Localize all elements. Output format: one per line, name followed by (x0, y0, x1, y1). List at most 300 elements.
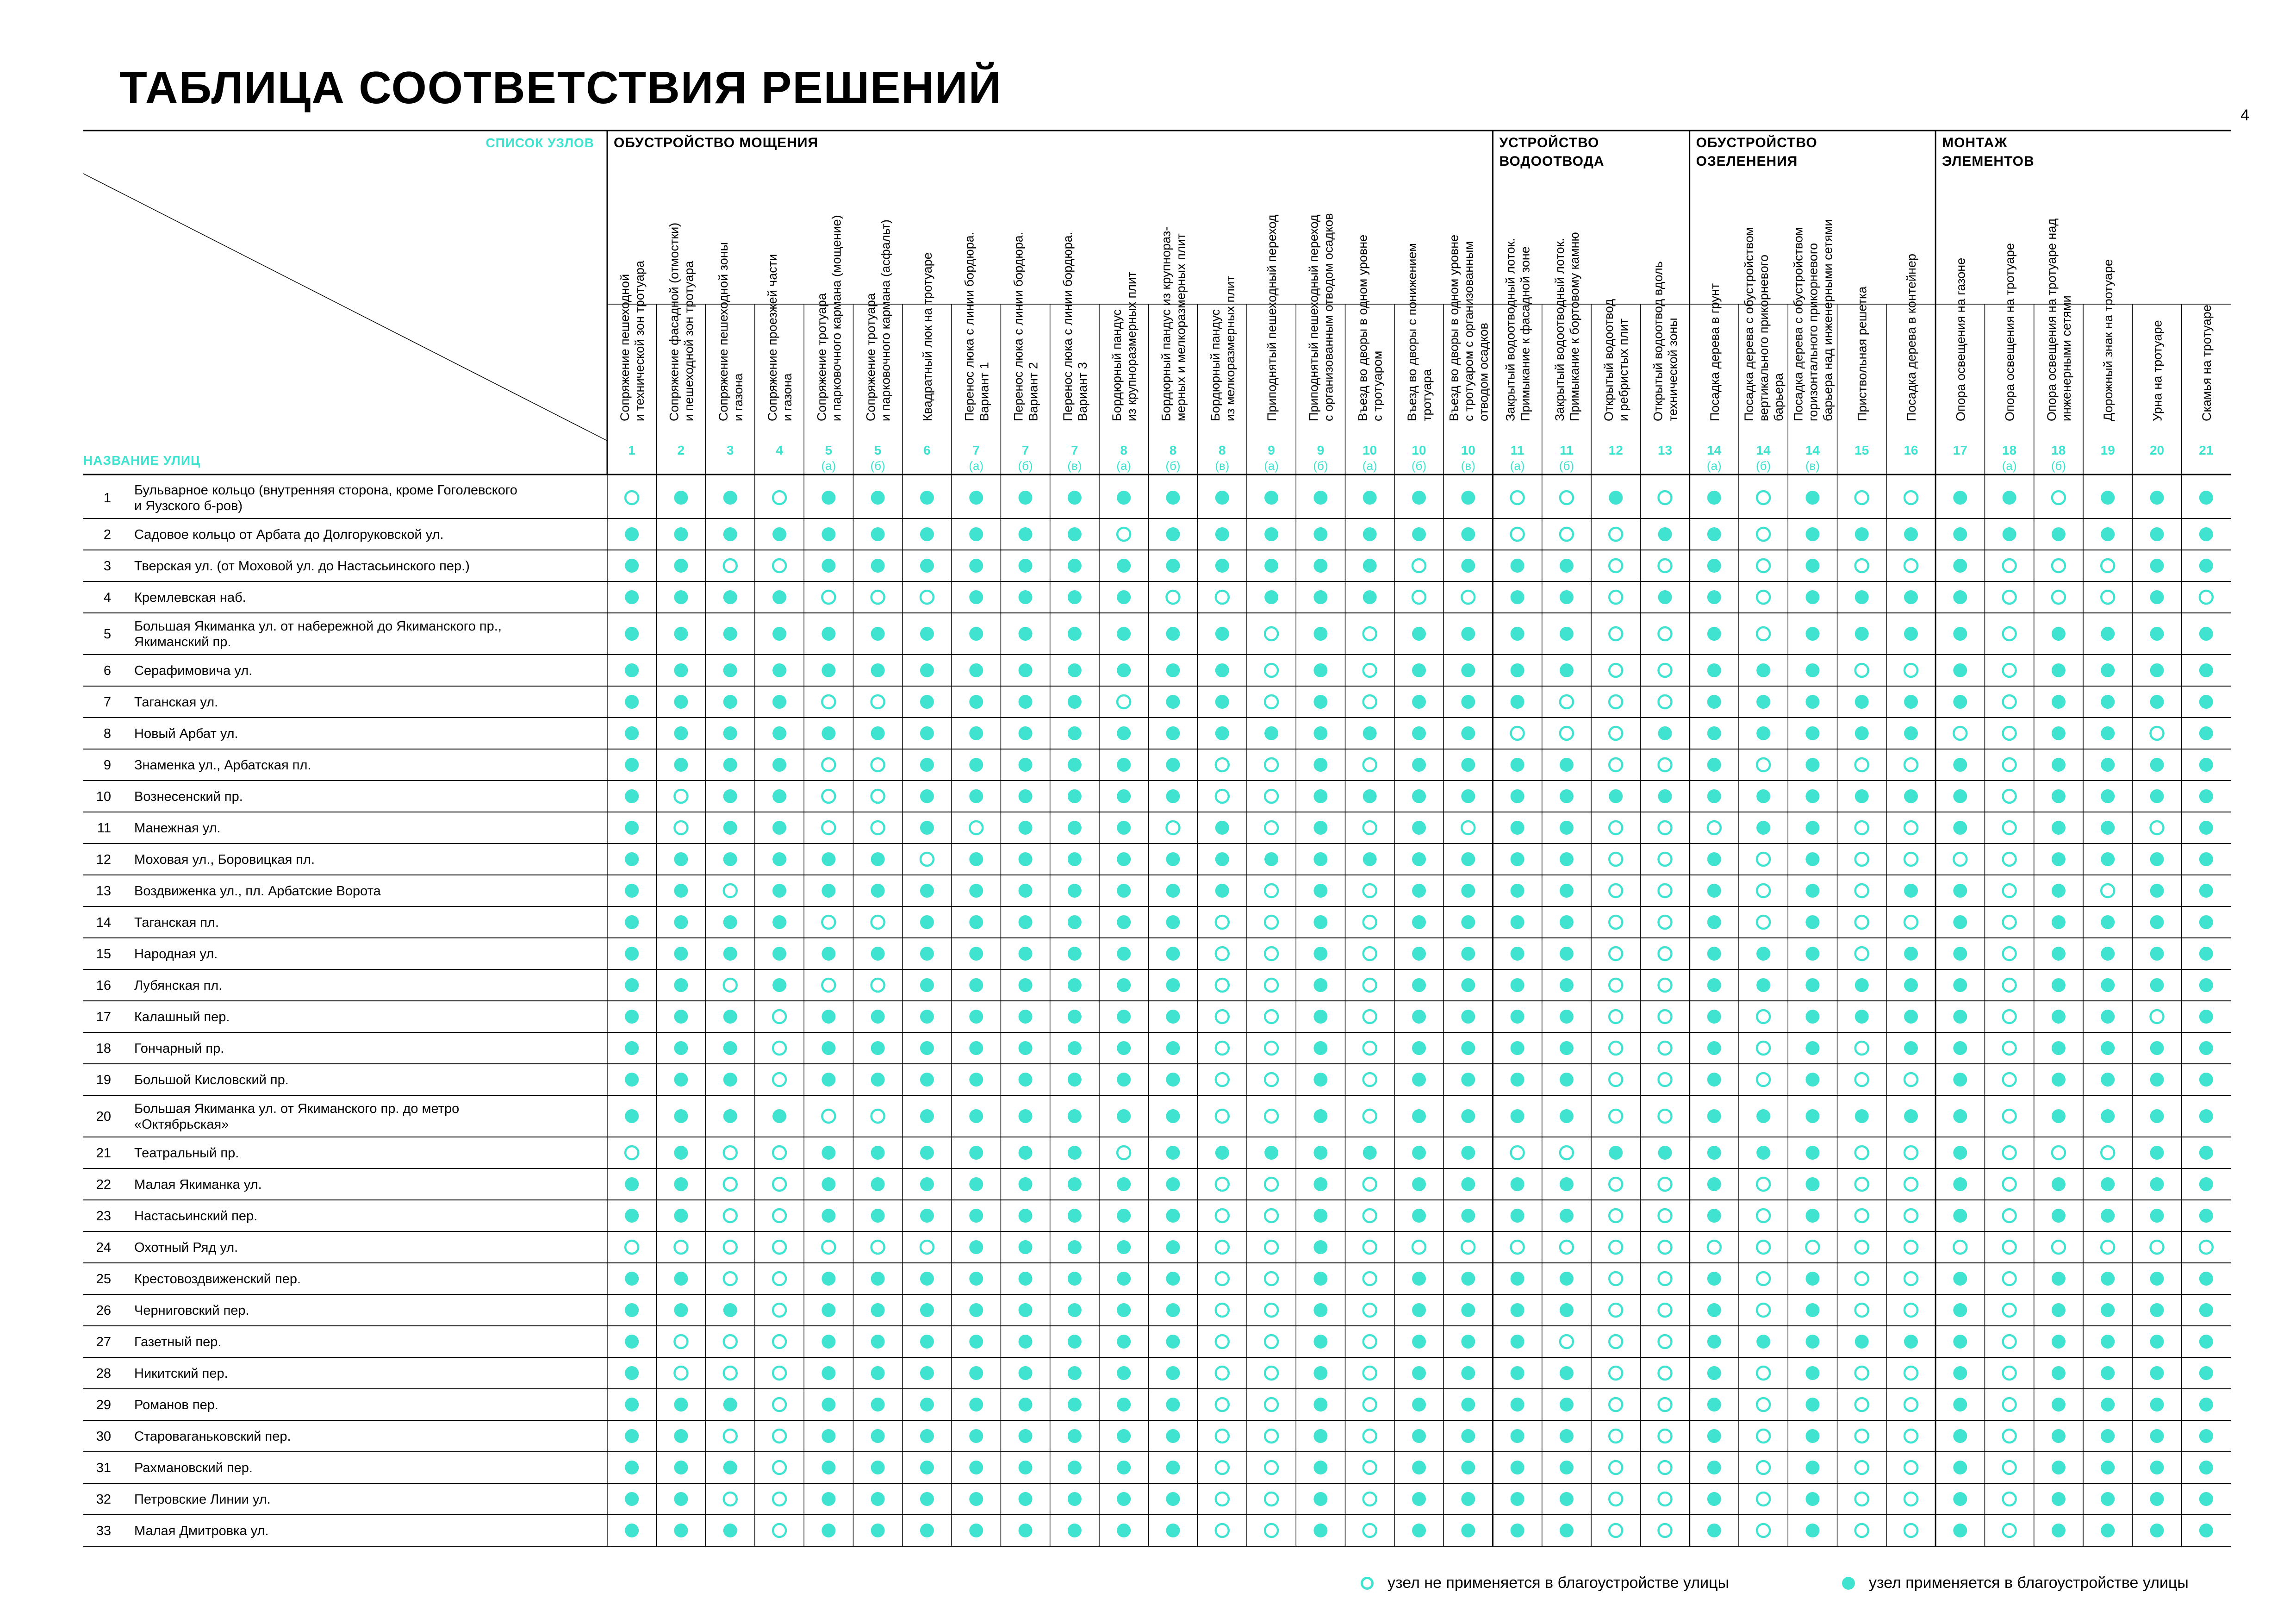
node-not-applied (822, 1110, 835, 1123)
node-not-applied (1855, 1398, 1868, 1411)
legend-item-full (1842, 1574, 2189, 1592)
node-applied (1855, 789, 1869, 803)
node-applied (1166, 627, 1180, 641)
node-applied (1707, 1303, 1721, 1317)
node-not-applied (2003, 1493, 2016, 1505)
row-number: 21 (96, 1146, 111, 1161)
node-applied (1313, 1492, 1327, 1506)
node-applied (1166, 1209, 1180, 1223)
node-applied (674, 852, 688, 866)
node-applied (723, 758, 737, 772)
row-number: 16 (96, 978, 111, 993)
node-applied (2199, 1109, 2213, 1123)
node-not-applied (1462, 591, 1475, 604)
node-applied (1166, 947, 1180, 961)
node-applied (920, 1272, 934, 1286)
node-applied (1166, 758, 1180, 772)
column-label: Бордюрный пандус из крупнораз- (1159, 226, 1173, 421)
node-applied (821, 663, 835, 677)
node-applied (969, 1461, 983, 1474)
node-applied (1215, 884, 1229, 898)
node-applied (1560, 1492, 1574, 1506)
node-applied (821, 1209, 835, 1223)
node-applied (625, 1209, 639, 1223)
node-not-applied (1560, 1335, 1573, 1348)
node-applied (920, 726, 934, 740)
node-applied (1166, 1366, 1180, 1380)
node-applied (1166, 1335, 1180, 1349)
node-applied (2199, 884, 2213, 898)
street-name: Никитский пер. (134, 1366, 228, 1381)
row-number: 13 (96, 884, 111, 899)
row-number: 15 (96, 947, 111, 962)
node-applied (2199, 627, 2213, 641)
node-applied (1805, 1524, 1819, 1537)
row-number: 32 (96, 1492, 111, 1507)
node-applied (1511, 590, 1524, 604)
node-not-applied (1560, 1146, 1573, 1159)
street-name: Малая Якиманка ул. (134, 1177, 262, 1192)
node-not-applied (1904, 1146, 1917, 1159)
node-applied (2101, 978, 2115, 992)
node-not-applied (1609, 627, 1622, 640)
node-not-applied (1855, 1304, 1868, 1317)
node-not-applied (1806, 1241, 1819, 1254)
node-not-applied (1166, 591, 1179, 604)
node-applied (1412, 821, 1426, 835)
node-applied (1412, 1146, 1426, 1160)
node-applied (2052, 821, 2066, 835)
node-not-applied (1659, 1241, 1672, 1254)
node-applied (920, 978, 934, 992)
node-applied (1166, 1146, 1180, 1160)
node-applied (1707, 1209, 1721, 1223)
node-not-applied (1904, 1304, 1917, 1317)
column-label: Приствольная решетка (1855, 286, 1869, 421)
node-applied (1904, 884, 1918, 898)
node-applied (772, 915, 786, 929)
node-applied (1953, 884, 1967, 898)
node-not-applied (871, 821, 884, 834)
node-applied (1805, 663, 1819, 677)
node-not-applied (1265, 979, 1278, 992)
node-applied (1068, 1524, 1082, 1537)
node-not-applied (1265, 1367, 1278, 1380)
node-applied (1904, 590, 1918, 604)
node-applied (772, 758, 786, 772)
node-applied (1313, 1303, 1327, 1317)
node-not-applied (1265, 664, 1278, 677)
node-applied (1166, 491, 1180, 505)
column-label: Бордюрный пандус (1110, 309, 1124, 421)
node-not-applied (1363, 758, 1376, 771)
node-not-applied (1609, 1241, 1622, 1254)
node-applied (871, 1461, 885, 1474)
node-not-applied (1363, 695, 1376, 708)
column-label: тротуара (1420, 369, 1434, 421)
node-applied (1215, 527, 1229, 541)
node-not-applied (1609, 559, 1622, 572)
node-not-applied (2101, 559, 2114, 572)
street-name: Народная ул. (134, 947, 218, 962)
node-applied (1068, 1303, 1082, 1317)
node-applied (2199, 1398, 2213, 1412)
node-applied (1953, 758, 1967, 772)
row-number: 30 (96, 1429, 111, 1444)
node-applied (1166, 1109, 1180, 1123)
node-applied (1805, 1146, 1819, 1160)
column-number: 4 (776, 443, 783, 457)
node-applied (1461, 1335, 1475, 1349)
node-not-applied (1609, 695, 1622, 708)
node-not-applied (1904, 758, 1917, 771)
node-not-applied (2052, 1146, 2065, 1159)
row-number: 4 (103, 590, 111, 605)
node-not-applied (1757, 1430, 1770, 1443)
node-applied (1805, 852, 1819, 866)
node-not-applied (1363, 1073, 1376, 1086)
node-applied (2150, 491, 2164, 505)
node-applied (920, 1366, 934, 1380)
node-not-applied (1659, 627, 1672, 640)
node-not-applied (1216, 916, 1229, 929)
node-applied (1166, 1303, 1180, 1317)
node-applied (1461, 1366, 1475, 1380)
node-applied (1805, 1492, 1819, 1506)
street-name: Манежная ул. (134, 821, 221, 836)
node-applied (1707, 915, 1721, 929)
node-applied (1560, 663, 1574, 677)
column-number: 16 (1904, 443, 1918, 457)
node-not-applied (1757, 916, 1770, 929)
node-applied (1117, 491, 1131, 505)
node-applied (1313, 915, 1327, 929)
street-name: Театральный пр. (134, 1146, 239, 1161)
node-not-applied (822, 979, 835, 992)
column-label: с тротуаром (1370, 350, 1385, 421)
node-applied (674, 1272, 688, 1286)
node-applied (821, 1041, 835, 1055)
node-applied (1461, 1010, 1475, 1024)
node-applied (1166, 726, 1180, 740)
node-applied (1166, 978, 1180, 992)
node-not-applied (1855, 947, 1868, 960)
node-applied (1068, 590, 1082, 604)
node-applied (772, 527, 786, 541)
node-applied (920, 1209, 934, 1223)
column-sub-number: (б) (1313, 459, 1328, 473)
node-applied (969, 663, 983, 677)
node-not-applied (1265, 790, 1278, 803)
node-applied (1117, 1303, 1131, 1317)
node-applied (1019, 978, 1033, 992)
node-applied (1707, 852, 1721, 866)
node-applied (625, 1335, 639, 1349)
node-applied (969, 1240, 983, 1254)
column-sub-number: (б) (1756, 459, 1771, 473)
node-applied (1609, 491, 1623, 505)
node-applied (1019, 1335, 1033, 1349)
node-applied (1068, 947, 1082, 961)
node-not-applied (2003, 627, 2016, 640)
node-applied (1068, 1041, 1082, 1055)
node-not-applied (773, 1146, 786, 1159)
node-not-applied (1216, 591, 1229, 604)
node-applied (1019, 1272, 1033, 1286)
node-not-applied (1216, 1010, 1229, 1023)
street-name: Вознесенский пр. (134, 789, 243, 804)
node-not-applied (1757, 853, 1770, 866)
node-applied (1117, 1272, 1131, 1286)
node-applied (2199, 1429, 2213, 1443)
node-applied (2003, 491, 2016, 505)
node-applied (969, 695, 983, 709)
node-applied (1313, 1429, 1327, 1443)
node-applied (1560, 1461, 1574, 1474)
node-not-applied (1904, 1241, 1917, 1254)
node-applied (1953, 1272, 1967, 1286)
street-name: Таганская ул. (134, 695, 218, 710)
node-not-applied (1363, 1178, 1376, 1191)
node-not-applied (724, 1272, 737, 1285)
node-applied (2199, 1010, 2213, 1024)
node-applied (1953, 1366, 1967, 1380)
node-applied (920, 663, 934, 677)
node-applied (1904, 789, 1918, 803)
node-not-applied (2003, 1241, 2016, 1254)
node-applied (1068, 1461, 1082, 1474)
node-not-applied (1855, 1241, 1868, 1254)
node-applied (1658, 726, 1672, 740)
node-applied (1805, 1366, 1819, 1380)
node-not-applied (1609, 979, 1622, 992)
node-not-applied (871, 1110, 884, 1123)
node-applied (1658, 590, 1672, 604)
street-name: Новый Арбат ул. (134, 726, 238, 741)
node-applied (2199, 1303, 2213, 1317)
node-applied (1511, 1492, 1524, 1506)
node-applied (1904, 627, 1918, 641)
node-not-applied (2151, 727, 2164, 740)
node-applied (2052, 1492, 2066, 1506)
node-not-applied (1609, 1010, 1622, 1023)
column-sub-number: (б) (1559, 459, 1574, 473)
node-applied (1461, 1461, 1475, 1474)
node-applied (2052, 1109, 2066, 1123)
column-number: 10 (1412, 443, 1426, 457)
node-applied (1363, 590, 1377, 604)
node-not-applied (1904, 1073, 1917, 1086)
node-applied (1313, 852, 1327, 866)
column-sub-number: (б) (1018, 459, 1033, 473)
street-name: Настасьинский пер. (134, 1209, 258, 1224)
street-name: и Яузского б-ров) (134, 499, 243, 513)
node-not-applied (822, 821, 835, 834)
street-name: Гончарный пр. (134, 1041, 224, 1056)
node-not-applied (1265, 1178, 1278, 1191)
node-applied (1313, 491, 1327, 505)
node-applied (723, 1524, 737, 1537)
node-applied (674, 947, 688, 961)
node-not-applied (1855, 664, 1868, 677)
node-not-applied (1855, 916, 1868, 929)
row-number: 33 (96, 1524, 111, 1538)
node-applied (1264, 491, 1278, 505)
node-applied (1313, 627, 1327, 641)
node-applied (1412, 1109, 1426, 1123)
node-not-applied (1412, 591, 1425, 604)
node-applied (1805, 627, 1819, 641)
node-not-applied (1560, 491, 1573, 504)
node-not-applied (2003, 1209, 2016, 1222)
node-applied (2101, 1272, 2115, 1286)
node-applied (2199, 663, 2213, 677)
node-not-applied (773, 1178, 786, 1191)
node-applied (772, 947, 786, 961)
node-applied (723, 821, 737, 835)
node-applied (821, 627, 835, 641)
column-label: из крупноразмерных плит (1125, 271, 1139, 421)
column-label: Перенос люка с линии бордюра. (1011, 231, 1026, 421)
column-number: 11 (1510, 443, 1524, 457)
node-applied (625, 758, 639, 772)
node-applied (1412, 1209, 1426, 1223)
node-not-applied (1216, 947, 1229, 960)
node-applied (920, 491, 934, 505)
node-applied (1511, 1177, 1524, 1191)
column-label: Открытый водоотвод (1602, 299, 1616, 421)
node-not-applied (1609, 664, 1622, 677)
node-applied (2052, 1461, 2066, 1474)
column-number: 5 (874, 443, 882, 457)
node-applied (1117, 627, 1131, 641)
node-applied (1855, 726, 1869, 740)
node-applied (1953, 627, 1967, 641)
node-applied (1609, 1146, 1623, 1160)
column-label: Вариант 1 (977, 362, 991, 421)
node-applied (871, 527, 885, 541)
node-applied (1412, 1398, 1426, 1412)
node-applied (1756, 695, 1770, 709)
node-applied (969, 1366, 983, 1380)
node-applied (871, 1429, 885, 1443)
node-applied (1117, 789, 1131, 803)
node-applied (1609, 789, 1623, 803)
node-applied (1658, 789, 1672, 803)
node-applied (772, 663, 786, 677)
node-applied (1019, 559, 1033, 573)
node-applied (871, 1524, 885, 1537)
node-not-applied (773, 1042, 786, 1055)
node-applied (1461, 1041, 1475, 1055)
node-applied (2101, 789, 2115, 803)
column-sub-number: (б) (1411, 459, 1427, 473)
node-not-applied (1166, 821, 1179, 834)
column-label: Опора освещения на газоне (1954, 257, 1968, 421)
node-applied (1068, 1429, 1082, 1443)
node-applied (920, 1010, 934, 1024)
node-applied (1019, 627, 1033, 641)
node-applied (2101, 1177, 2115, 1191)
node-applied (1412, 852, 1426, 866)
node-not-applied (1855, 559, 1868, 572)
node-applied (1264, 726, 1278, 740)
column-number: 7 (972, 443, 980, 457)
node-applied (723, 627, 737, 641)
node-applied (1560, 915, 1574, 929)
node-applied (1166, 1461, 1180, 1474)
street-name: Малая Дмитровка ул. (134, 1524, 269, 1538)
node-applied (1166, 559, 1180, 573)
node-applied (1412, 915, 1426, 929)
column-number: 17 (1953, 443, 1967, 457)
column-label: технической зоны (1666, 318, 1680, 421)
node-applied (674, 559, 688, 573)
group-title: ЭЛЕМЕНТОВ (1942, 154, 2035, 169)
node-applied (1019, 1492, 1033, 1506)
node-applied (2101, 1303, 2115, 1317)
node-not-applied (1216, 1272, 1229, 1285)
node-applied (1019, 1177, 1033, 1191)
node-not-applied (1609, 1209, 1622, 1222)
node-applied (920, 1461, 934, 1474)
node-applied (1805, 527, 1819, 541)
node-applied (871, 1177, 885, 1191)
row-number: 2 (103, 527, 111, 542)
node-not-applied (2003, 1042, 2016, 1055)
node-applied (772, 884, 786, 898)
node-applied (2199, 1492, 2213, 1506)
node-not-applied (724, 1493, 737, 1505)
node-applied (969, 884, 983, 898)
node-applied (1264, 527, 1278, 541)
node-not-applied (773, 1430, 786, 1443)
node-not-applied (1216, 1304, 1229, 1317)
street-name: Староваганьковский пер. (134, 1429, 291, 1444)
node-applied (1953, 1146, 1967, 1160)
node-applied (1068, 1109, 1082, 1123)
street-name: Серафимовича ул. (134, 663, 253, 678)
node-applied (1363, 559, 1377, 573)
node-applied (1953, 1461, 1967, 1474)
node-applied (1707, 789, 1721, 803)
node-not-applied (822, 916, 835, 929)
column-number: 11 (1560, 443, 1574, 457)
node-applied (821, 491, 835, 505)
node-applied (1461, 1303, 1475, 1317)
node-not-applied (1216, 1461, 1229, 1474)
node-not-applied (1904, 664, 1917, 677)
node-not-applied (921, 853, 933, 866)
node-applied (1658, 527, 1672, 541)
node-applied (625, 527, 639, 541)
column-label: и пешеходной зон тротуара (682, 261, 696, 421)
column-label: Приподнятый пешеходный переход (1265, 214, 1279, 421)
node-applied (2150, 915, 2164, 929)
node-not-applied (2003, 1335, 2016, 1348)
node-applied (1412, 978, 1426, 992)
node-applied (821, 559, 835, 573)
node-applied (625, 590, 639, 604)
node-applied (1855, 527, 1869, 541)
street-name: Газетный пер. (134, 1335, 222, 1349)
node-applied (1019, 1073, 1033, 1087)
node-applied (2003, 527, 2016, 541)
node-applied (1461, 915, 1475, 929)
street-name: Садовое кольцо от Арбата до Долгоруковской ул. (134, 527, 444, 542)
legend-full-label: узел применяется в благоустройстве улицы (1869, 1574, 2189, 1592)
node-applied (1560, 1366, 1574, 1380)
